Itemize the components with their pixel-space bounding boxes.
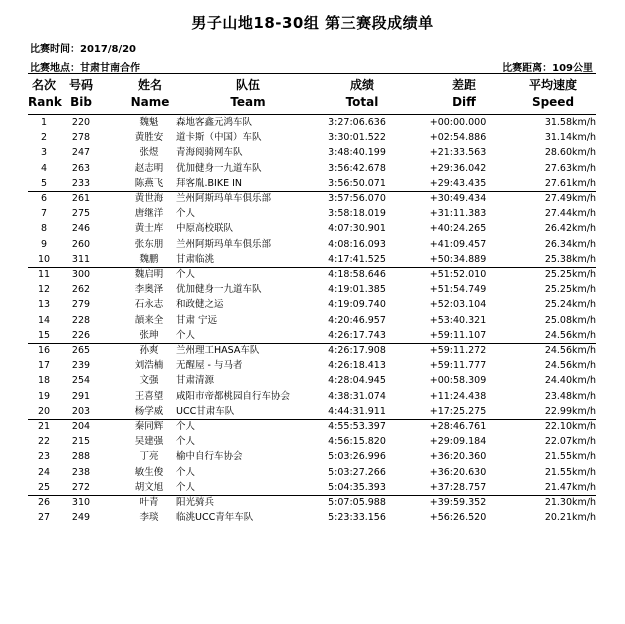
cell-rank: 2 [40,132,48,144]
cell-total: 4:26:18.413 [328,360,386,372]
cell-name: 李琰 [139,512,159,524]
column-header-name [114,77,186,111]
cell-name: 王喜望 [134,390,164,402]
cell-diff: +37:28.757 [429,481,487,493]
cell-bib: 254 [71,375,91,387]
cell-rank: 11 [37,269,51,280]
cell-rank: 27 [37,512,51,524]
cell-bib: 310 [71,497,91,508]
cell-team: 个人 [176,466,196,478]
cell-bib: 262 [71,284,91,296]
table-row [28,389,596,404]
column-header-cn: 成绩 [349,78,374,92]
cell-bib: 246 [71,223,91,235]
cell-rank: 5 [40,177,48,189]
cell-name: 李奥泽 [134,284,164,296]
cell-speed: 22.07km/h [544,436,596,448]
cell-speed: 27.49km/h [544,193,596,204]
cell-bib: 278 [71,132,91,144]
table-row [28,449,596,464]
cell-bib: 239 [71,360,91,372]
cell-rank: 21 [37,421,51,432]
cell-rank: 8 [40,223,48,235]
cell-rank: 23 [37,451,51,463]
table-row [28,510,596,525]
cell-total: 3:57:56.070 [328,193,386,204]
cell-speed: 31.14km/h [544,132,596,144]
cell-bib: 272 [71,481,91,493]
cell-diff: +29:36.042 [429,162,487,174]
cell-rank: 15 [37,329,51,341]
cell-total: 5:04:35.393 [328,481,386,493]
cell-bib: 249 [71,512,91,524]
table-row [28,343,596,358]
cell-bib: 260 [71,238,91,250]
table-row [28,434,596,449]
table-row [28,358,596,373]
table-row [28,115,596,130]
cell-total: 4:07:30.901 [328,223,386,235]
cell-bib: 215 [71,436,91,448]
race-location: 比赛地点：甘肃甘南合作 [30,63,140,74]
cell-team: 个人 [176,421,196,432]
cell-total: 3:56:42.678 [328,162,386,174]
cell-team: 优加健身一九道车队 [176,284,262,296]
cell-total: 3:48:40.199 [328,147,386,159]
cell-name: 赵志明 [134,162,164,174]
cell-diff: +56:26.520 [429,512,487,524]
cell-diff: +39:59.352 [429,497,487,508]
cell-diff: +51:54.749 [429,284,487,296]
cell-total: 4:08:16.093 [328,238,386,250]
cell-team: 无醒屋 - 与马者 [176,360,243,372]
cell-speed: 27.61km/h [544,177,596,189]
cell-speed: 22.99km/h [544,405,596,417]
cell-rank: 18 [37,375,51,387]
cell-name: 魏魁 [139,117,159,128]
column-header-en: Diff [452,95,476,109]
cell-team: 甘肃 宁远 [176,314,218,326]
cell-team: 兰州理工HASA车队 [176,345,260,356]
cell-rank: 9 [40,238,48,250]
cell-name: 黄世海 [134,193,164,204]
cell-team: 临洮UCC青年车队 [176,512,254,524]
cell-total: 3:30:01.522 [328,132,386,144]
column-header-cn: 差距 [451,78,476,92]
cell-name: 敏生俊 [134,466,164,478]
cell-team: 个人 [176,208,196,220]
table-row [28,480,596,495]
column-header-diff [408,77,520,111]
race-distance: 比赛距离：109公里 [502,63,593,74]
cell-name: 吴建强 [134,436,164,448]
table-header [28,73,596,115]
cell-team: 兰州阿斯玛单车俱乐部 [176,238,272,250]
column-header-en: Bib [70,95,92,109]
cell-rank: 20 [37,405,51,417]
cell-speed: 25.08km/h [544,314,596,326]
cell-rank: 6 [40,193,48,204]
cell-team: 拜客胤.BIKE IN [176,177,242,189]
table-row [28,419,596,434]
cell-speed: 21.30km/h [544,497,596,508]
table-row [28,328,596,343]
cell-diff: +11:24.438 [429,390,487,402]
cell-team: 个人 [176,269,196,280]
column-header-cn: 平均速度 [528,78,577,92]
cell-rank: 10 [37,253,51,265]
column-header-en: Name [130,95,170,109]
column-header-bib [62,77,100,111]
cell-bib: 288 [71,451,91,463]
column-header-total [310,77,414,111]
cell-speed: 25.24km/h [544,299,596,311]
cell-speed: 24.40km/h [544,375,596,387]
cell-diff: +28:46.761 [429,421,487,432]
cell-name: 刘浩楠 [134,360,164,372]
cell-diff: +59:11.107 [429,329,487,341]
cell-name: 石永志 [134,299,164,311]
cell-total: 4:18:58.646 [328,269,386,280]
table-row [28,313,596,328]
table-row [28,221,596,236]
cell-rank: 19 [37,390,51,402]
cell-name: 頡来全 [134,314,164,326]
page-title: 男子山地18-30组 第三赛段成绩单 [191,14,434,32]
cell-name: 杨学威 [134,405,164,417]
cell-total: 5:23:33.156 [328,512,386,524]
cell-team: 甘肃清源 [176,375,215,387]
cell-speed: 21.55km/h [544,451,596,463]
cell-diff: +17:25.275 [429,405,487,417]
cell-speed: 24.56km/h [544,329,596,341]
table-row [28,237,596,252]
cell-speed: 25.25km/h [544,269,596,280]
cell-diff: +30:49.434 [429,193,487,204]
cell-total: 4:38:31.074 [328,390,386,402]
cell-speed: 26.34km/h [544,238,596,250]
cell-name: 唐继洋 [134,208,164,220]
cell-name: 文强 [139,375,159,387]
cell-speed: 27.63km/h [544,162,596,174]
cell-total: 4:19:09.740 [328,299,386,311]
cell-bib: 204 [71,421,91,432]
cell-bib: 291 [71,390,91,402]
cell-diff: +40:24.265 [429,223,487,235]
column-header-cn: 名次 [31,78,56,92]
cell-rank: 26 [37,497,51,508]
cell-diff: +02:54.886 [429,132,487,144]
column-header-team [178,77,318,111]
cell-name: 丁亮 [139,451,159,463]
table-row [28,404,596,419]
cell-diff: +59:11.777 [429,360,487,372]
cell-team: 中原高校联队 [176,223,234,235]
cell-rank: 14 [37,314,51,326]
cell-total: 5:03:27.266 [328,466,386,478]
cell-bib: 311 [71,253,91,265]
table-row [28,161,596,176]
cell-total: 4:44:31.911 [328,405,386,417]
cell-team: 个人 [176,436,196,448]
cell-total: 5:03:26.996 [328,451,386,463]
cell-team: 榆中自行车协会 [176,451,243,463]
cell-rank: 22 [37,436,51,448]
cell-bib: 247 [71,147,91,159]
cell-bib: 220 [71,117,91,128]
cell-bib: 279 [71,299,91,311]
cell-team: 优加健身一九道车队 [176,162,262,174]
table-row [28,206,596,221]
table-row [28,282,596,297]
cell-team: 兰州阿斯玛单车俱乐部 [176,193,272,204]
cell-team: 个人 [176,481,196,493]
cell-total: 4:17:41.525 [328,253,386,265]
cell-bib: 265 [71,345,91,356]
cell-diff: +36:20.360 [429,451,487,463]
table-row [28,465,596,480]
cell-speed: 23.48km/h [544,390,596,402]
cell-name: 胡文旭 [134,481,164,493]
cell-bib: 275 [71,208,91,220]
cell-name: 张东朋 [134,238,164,250]
cell-name: 魏启明 [134,269,164,280]
cell-bib: 228 [71,314,91,326]
cell-total: 4:19:01.385 [328,284,386,296]
column-header-cn: 号码 [68,78,93,92]
cell-diff: +31:11.383 [429,208,487,220]
column-header-en: Speed [531,95,575,109]
cell-rank: 13 [37,299,51,311]
cell-diff: +21:33.563 [429,147,487,159]
cell-diff: +51:52.010 [429,269,487,280]
cell-speed: 25.38km/h [544,253,596,265]
cell-team: 阳光骑兵 [176,497,215,508]
cell-name: 张珅 [139,329,159,341]
cell-team: UCC甘肃车队 [176,405,235,417]
cell-name: 叶青 [139,497,159,508]
column-header-en: Total [345,95,379,109]
cell-bib: 203 [71,405,91,417]
cell-team: 甘肃临洮 [176,253,215,265]
cell-name: 秦同辉 [134,421,164,432]
cell-total: 3:27:06.636 [328,117,386,128]
table-row [28,297,596,312]
cell-name: 孙爽 [139,345,159,356]
cell-bib: 238 [71,466,91,478]
cell-diff: +50:34.889 [429,253,487,265]
cell-total: 4:20:46.957 [328,314,386,326]
cell-diff: +53:40.321 [429,314,487,326]
cell-rank: 12 [37,284,51,296]
cell-name: 陈燕飞 [134,177,164,189]
cell-speed: 28.60km/h [544,147,596,159]
table-row [28,373,596,388]
cell-diff: +41:09.457 [429,238,487,250]
cell-bib: 263 [71,162,91,174]
cell-speed: 21.55km/h [544,466,596,478]
cell-rank: 3 [40,147,48,159]
column-header-en: Rank [28,95,62,109]
cell-bib: 300 [71,269,91,280]
cell-bib: 261 [71,193,91,204]
cell-total: 4:56:15.820 [328,436,386,448]
cell-rank: 25 [37,481,51,493]
column-header-en: Team [230,95,266,109]
table-row [28,191,596,206]
cell-speed: 24.56km/h [544,345,596,356]
cell-speed: 22.10km/h [544,421,596,432]
cell-total: 3:58:18.019 [328,208,386,220]
cell-team: 个人 [176,329,196,341]
column-header-speed [510,77,596,111]
cell-total: 4:26:17.908 [328,345,386,356]
cell-total: 5:07:05.988 [328,497,386,508]
cell-name: 黄士库 [134,223,164,235]
race-date: 比赛时间：2017/8/20 [30,44,137,55]
cell-diff: +52:03.104 [429,299,487,311]
cell-team: 道卡斯（中国）车队 [176,132,262,144]
cell-total: 4:28:04.945 [328,375,386,387]
cell-name: 魏鹏 [139,253,159,265]
cell-total: 3:56:50.071 [328,177,386,189]
cell-rank: 7 [40,208,48,220]
cell-diff: +36:20.630 [429,466,487,478]
cell-rank: 1 [40,117,48,128]
cell-diff: +59:11.272 [429,345,487,356]
cell-diff: +29:09.184 [429,436,487,448]
cell-team: 青海阅骑网车队 [176,147,243,159]
cell-team: 和政健之运 [176,299,224,311]
cell-rank: 24 [37,466,51,478]
table-row [28,130,596,145]
table-row [28,267,596,282]
cell-rank: 16 [37,345,51,356]
column-header-cn: 队伍 [235,78,260,92]
cell-team: 咸阳市帝都桃园自行车协会 [176,390,291,402]
cell-total: 4:55:53.397 [328,421,386,432]
cell-rank: 4 [40,162,48,174]
cell-speed: 24.56km/h [544,360,596,372]
table-row [28,495,596,510]
cell-diff: +29:43.435 [429,177,487,189]
cell-speed: 21.47km/h [544,481,596,493]
cell-speed: 27.44km/h [544,208,596,220]
cell-diff: +00:00.000 [429,117,487,128]
cell-speed: 31.58km/h [544,117,596,128]
cell-total: 4:26:17.743 [328,329,386,341]
table-row [28,252,596,267]
cell-speed: 20.21km/h [544,512,596,524]
cell-team: 森地客鑫元鸿车队 [176,117,253,128]
table-row [28,176,596,191]
cell-diff: +00:58.309 [429,375,487,387]
cell-speed: 26.42km/h [544,223,596,235]
cell-name: 黄胜安 [134,132,164,144]
cell-name: 张煜 [139,147,159,159]
column-header-cn: 姓名 [137,78,162,92]
cell-bib: 233 [71,177,91,189]
column-header-rank [28,77,60,111]
cell-bib: 226 [71,329,91,341]
table-row [28,145,596,160]
cell-speed: 25.25km/h [544,284,596,296]
cell-rank: 17 [37,360,51,372]
